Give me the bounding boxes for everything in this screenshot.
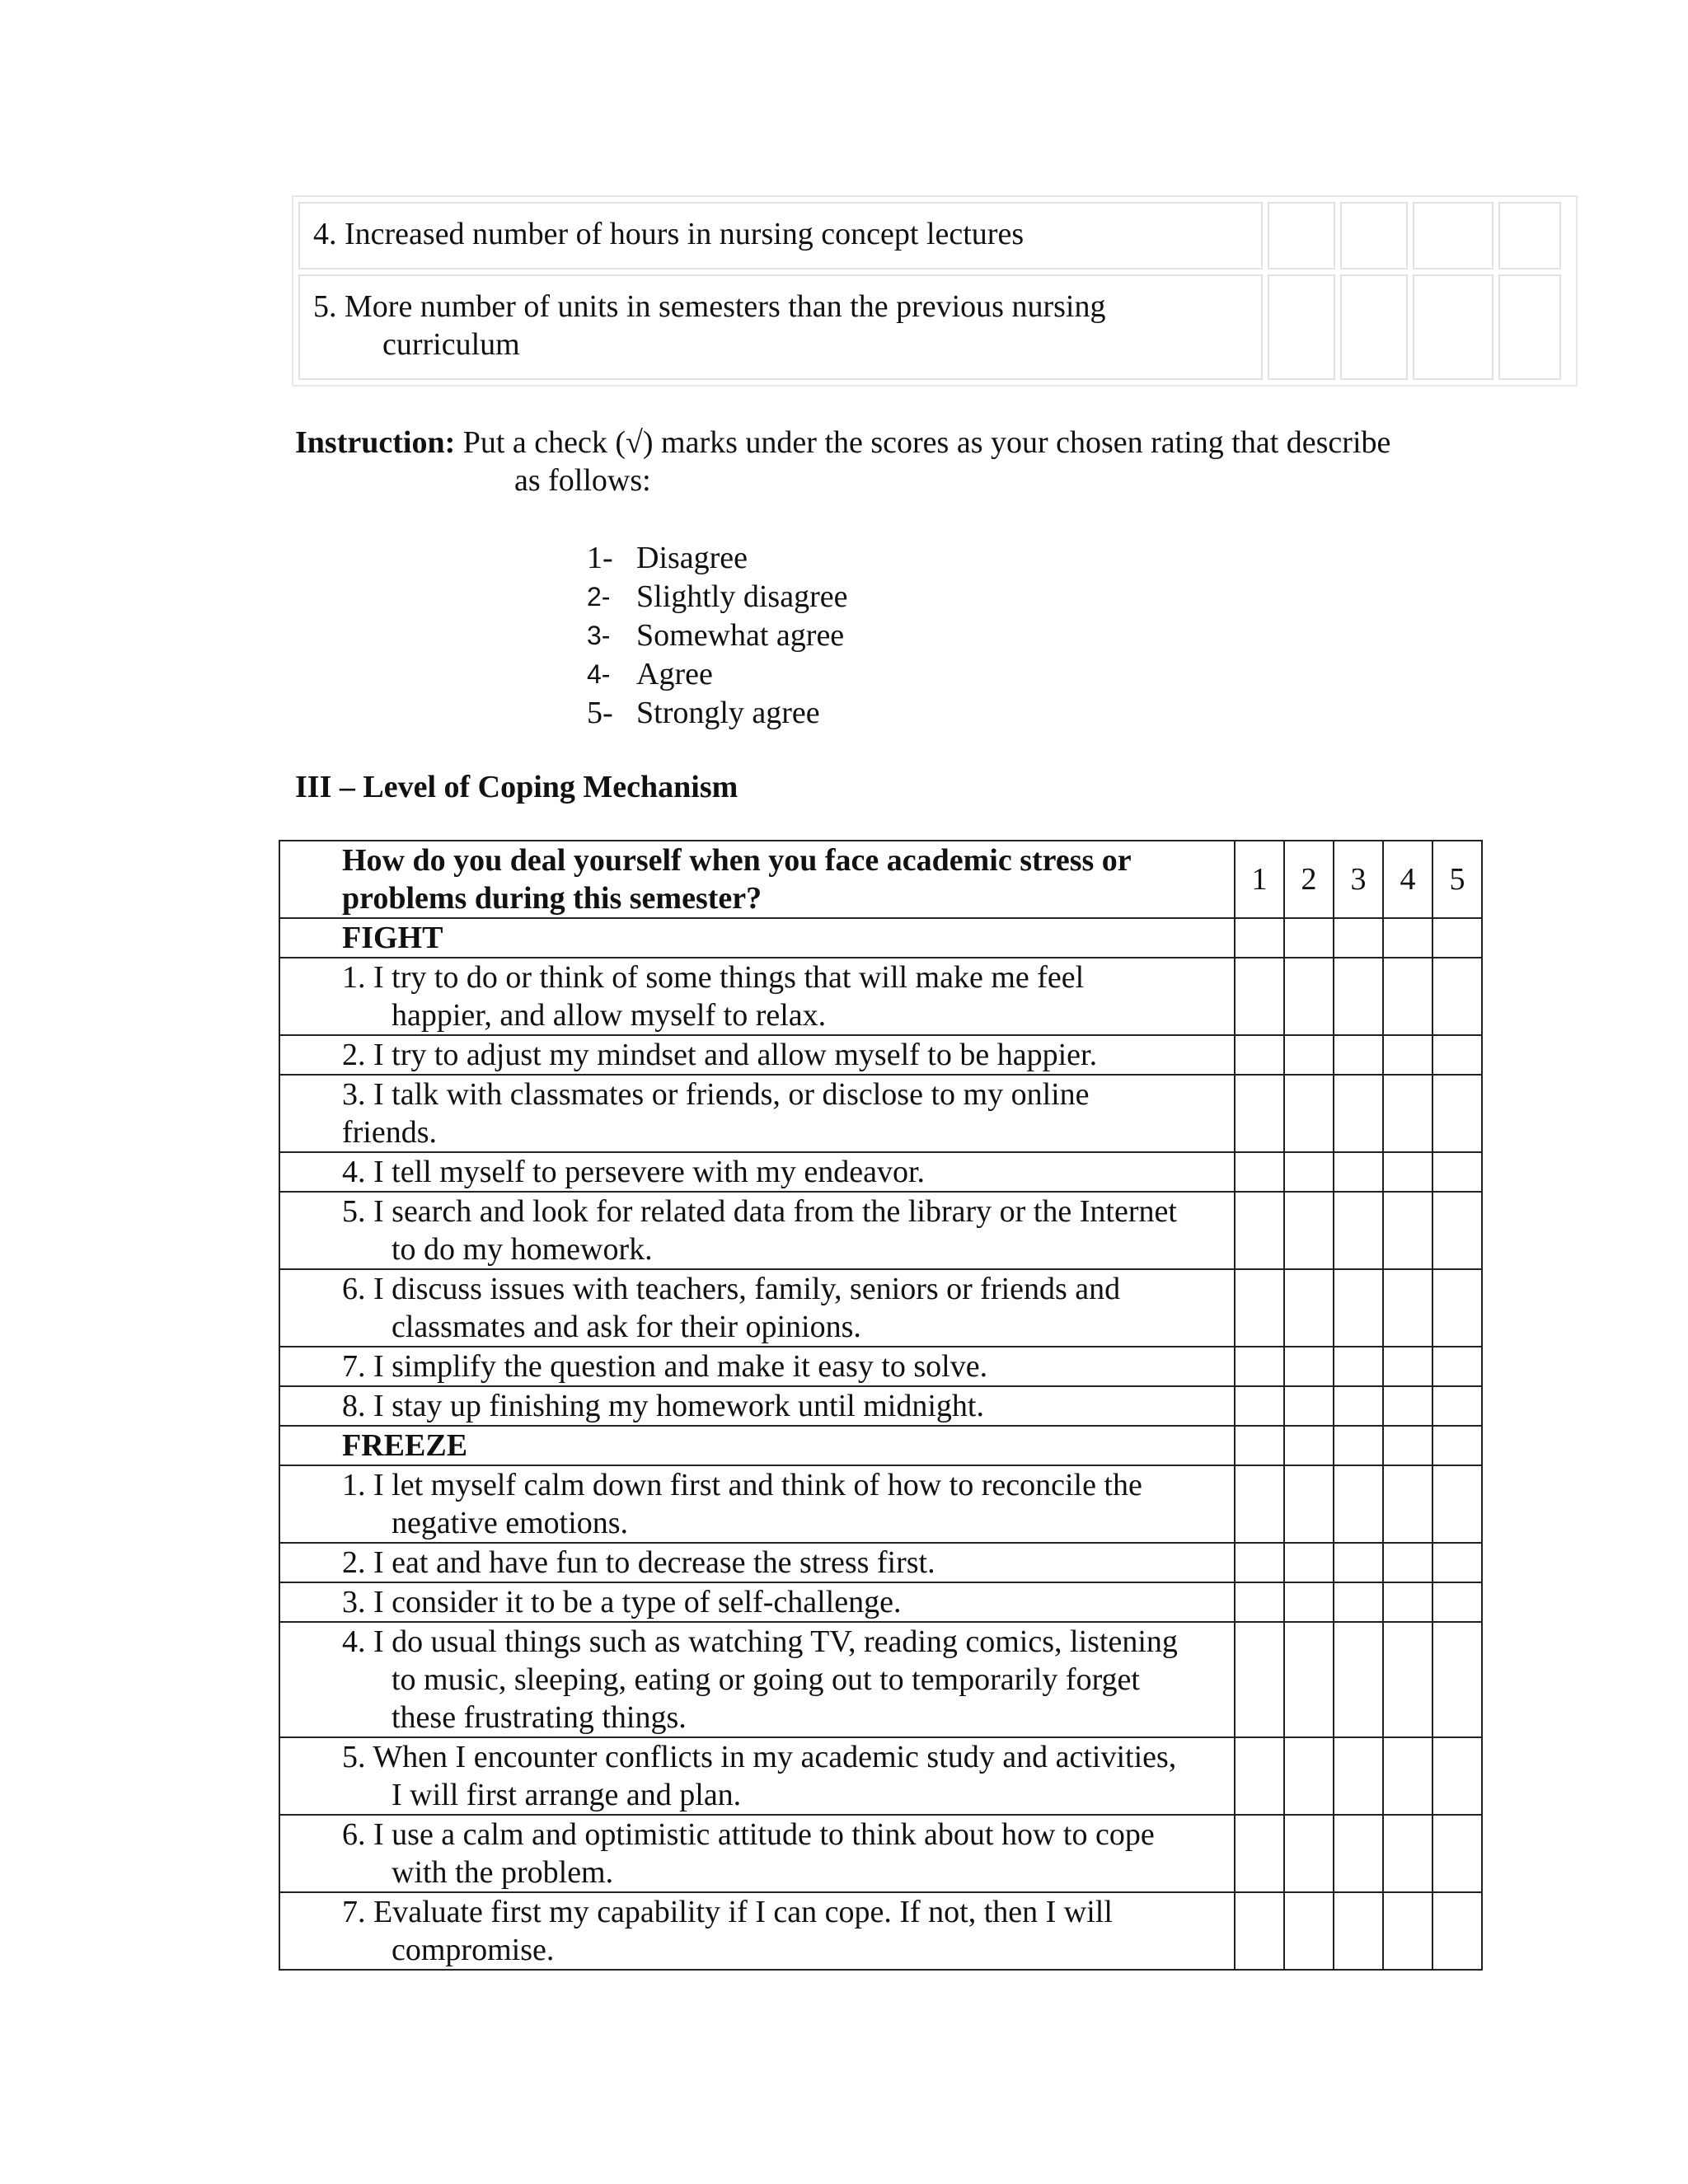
question-text-continuation: friends. (342, 1115, 438, 1150)
rating-cell[interactable] (1334, 958, 1383, 1035)
question-text: 7. Evaluate first my capability if I can cope. If not, then I will (342, 1895, 1113, 1929)
rating-cell[interactable] (1235, 1543, 1284, 1582)
rating-cell[interactable] (1334, 1075, 1383, 1152)
rating-cell[interactable] (1284, 1815, 1334, 1892)
question-cell (279, 1543, 1235, 1582)
question-text-continuation: happier, and allow myself to relax. (392, 998, 827, 1033)
scale-number: 3- (587, 621, 611, 650)
question-cell (279, 1815, 1235, 1892)
rating-cell[interactable] (1498, 202, 1561, 269)
rating-cell[interactable] (1432, 1386, 1482, 1426)
table-row (279, 1465, 1482, 1543)
rating-cell[interactable] (1334, 1892, 1383, 1970)
rating-cell[interactable] (1334, 1622, 1383, 1737)
table-header-row (279, 841, 1482, 918)
rating-cell[interactable] (1284, 1192, 1334, 1269)
rating-cell[interactable] (1432, 1465, 1482, 1543)
rating-cell[interactable] (1235, 1152, 1284, 1192)
rating-cell[interactable] (1235, 1622, 1284, 1737)
rating-cell[interactable] (1383, 1815, 1432, 1892)
instruction-text: Put a check (√) marks under the scores as your chosen rating that describe (462, 425, 1391, 460)
question-text-continuation: to music, sleeping, eating or going out to temporarily forget (392, 1662, 1140, 1697)
item-label-continuation: curriculum (382, 327, 520, 362)
scale-item (587, 539, 847, 578)
rating-cell[interactable] (1334, 1582, 1383, 1622)
rating-cell[interactable] (1383, 1465, 1432, 1543)
rating-cell[interactable] (1268, 274, 1335, 380)
rating-cell[interactable] (1383, 1622, 1432, 1737)
table-row (279, 1386, 1482, 1426)
header-line: How do you deal yourself when you face academic stress or (342, 843, 1132, 878)
rating-cell[interactable] (1498, 274, 1561, 380)
rating-cell[interactable] (1432, 958, 1482, 1035)
rating-cell[interactable] (1284, 1737, 1334, 1815)
item-text (298, 274, 1263, 380)
rating-cell[interactable] (1334, 1465, 1383, 1543)
rating-cell[interactable] (1334, 1269, 1383, 1347)
question-text: 8. I stay up finishing my homework until midnight. (342, 1389, 984, 1423)
score-header: 5 (1432, 841, 1482, 918)
rating-cell[interactable] (1413, 202, 1493, 269)
rating-cell[interactable] (1383, 1152, 1432, 1192)
rating-cell (1383, 918, 1432, 958)
question-cell (279, 1465, 1235, 1543)
item-number: 4. (313, 217, 337, 251)
question-cell (279, 1152, 1235, 1192)
rating-cell[interactable] (1340, 274, 1408, 380)
instruction (295, 424, 1531, 499)
rating-scale-legend (587, 539, 847, 733)
rating-cell (1432, 1426, 1482, 1465)
scale-item (587, 655, 847, 694)
score-header: 4 (1383, 841, 1432, 918)
rating-cell (1235, 918, 1284, 958)
table-row (279, 1347, 1482, 1386)
rating-cell[interactable] (1235, 1347, 1284, 1386)
scale-label: Agree (636, 657, 713, 691)
table-row (298, 274, 1571, 380)
table-row (279, 1075, 1482, 1152)
rating-cell[interactable] (1334, 1347, 1383, 1386)
table-row (279, 1582, 1482, 1622)
rating-cell[interactable] (1235, 1386, 1284, 1426)
rating-cell[interactable] (1432, 1737, 1482, 1815)
instruction-text-continuation: as follows: (514, 463, 651, 498)
question-text: 6. I discuss issues with teachers, family, seniors or friends and (342, 1272, 1121, 1306)
question-cell (279, 958, 1235, 1035)
rating-cell[interactable] (1383, 1192, 1432, 1269)
rating-cell[interactable] (1432, 1269, 1482, 1347)
rating-cell[interactable] (1268, 202, 1335, 269)
rating-cell[interactable] (1235, 1737, 1284, 1815)
rating-cell[interactable] (1383, 1543, 1432, 1582)
scale-number: 2- (587, 582, 611, 612)
score-header: 3 (1334, 841, 1383, 918)
rating-cell[interactable] (1432, 1035, 1482, 1075)
rating-cell[interactable] (1284, 1152, 1334, 1192)
category-label: FIGHT (279, 918, 1235, 958)
category-label: FREEZE (279, 1426, 1235, 1465)
rating-cell[interactable] (1334, 1543, 1383, 1582)
rating-cell[interactable] (1235, 1035, 1284, 1075)
question-header (279, 841, 1235, 918)
rating-cell (1334, 1426, 1383, 1465)
coping-mechanism-table (279, 840, 1483, 1971)
scale-item (587, 578, 847, 616)
question-text: 5. When I encounter conflicts in my academic study and activities, (342, 1740, 1177, 1774)
rating-cell[interactable] (1383, 1892, 1432, 1970)
scale-number: 1- (587, 541, 613, 575)
table-row (279, 1543, 1482, 1582)
scale-item (587, 616, 847, 655)
question-text: 7. I simplify the question and make it easy to solve. (342, 1349, 988, 1384)
rating-cell[interactable] (1284, 1892, 1334, 1970)
question-text-continuation: classmates and ask for their opinions. (392, 1310, 861, 1344)
rating-cell[interactable] (1383, 1386, 1432, 1426)
question-cell (279, 1347, 1235, 1386)
scale-label: Slightly disagree (636, 579, 848, 614)
instruction-label: Instruction: (295, 425, 456, 460)
rating-cell[interactable] (1432, 1582, 1482, 1622)
question-text: 1. I try to do or think of some things that will make me feel (342, 960, 1085, 995)
item-label: Increased number of hours in nursing concept lectures (345, 217, 1025, 251)
question-text-continuation: to do my homework. (392, 1232, 653, 1267)
rating-cell[interactable] (1284, 958, 1334, 1035)
question-cell (279, 1892, 1235, 1970)
rating-cell[interactable] (1284, 1075, 1334, 1152)
rating-cell[interactable] (1235, 1075, 1284, 1152)
rating-cell[interactable] (1383, 1035, 1432, 1075)
question-text: 2. I try to adjust my mindset and allow myself to be happier. (342, 1038, 1098, 1072)
rating-cell[interactable] (1235, 1192, 1284, 1269)
table-row (279, 1815, 1482, 1892)
rating-cell (1334, 918, 1383, 958)
rating-cell[interactable] (1284, 1622, 1334, 1737)
rating-cell[interactable] (1432, 1192, 1482, 1269)
table-row (279, 1192, 1482, 1269)
rating-cell[interactable] (1235, 1465, 1284, 1543)
rating-cell[interactable] (1284, 1347, 1334, 1386)
rating-cell[interactable] (1413, 274, 1493, 380)
rating-cell[interactable] (1432, 1815, 1482, 1892)
scale-label: Somewhat agree (636, 618, 845, 653)
rating-cell (1235, 1426, 1284, 1465)
question-text-continuation: negative emotions. (392, 1506, 629, 1540)
scale-number: 4- (587, 659, 611, 689)
question-cell (279, 1269, 1235, 1347)
scale-label: Disagree (636, 541, 748, 575)
scale-number: 5- (587, 696, 613, 730)
rating-cell (1284, 1426, 1334, 1465)
rating-cell[interactable] (1284, 1386, 1334, 1426)
rating-cell[interactable] (1432, 1622, 1482, 1737)
table-row (279, 1035, 1482, 1075)
question-text: 3. I talk with classmates or friends, or disclose to my online (342, 1077, 1090, 1112)
question-text-continuation: compromise. (392, 1933, 555, 1967)
question-cell (279, 1035, 1235, 1075)
rating-cell[interactable] (1432, 1347, 1482, 1386)
item-number: 5. (313, 289, 337, 324)
rating-cell (1432, 918, 1482, 958)
table-row (298, 202, 1571, 269)
question-cell (279, 1622, 1235, 1737)
question-cell (279, 1192, 1235, 1269)
table-row (279, 1622, 1482, 1737)
question-text-continuation: these frustrating things. (392, 1700, 687, 1735)
table-row (279, 1892, 1482, 1970)
table-row (279, 1737, 1482, 1815)
question-text-continuation: I will first arrange and plan. (392, 1778, 742, 1812)
scale-item (587, 694, 847, 733)
rating-cell[interactable] (1334, 1386, 1383, 1426)
previous-items-table (292, 195, 1578, 387)
scale-label: Strongly agree (636, 696, 820, 730)
rating-cell[interactable] (1334, 1737, 1383, 1815)
rating-cell[interactable] (1334, 1152, 1383, 1192)
rating-cell (1383, 1426, 1432, 1465)
rating-cell[interactable] (1235, 1269, 1284, 1347)
category-row-freeze (279, 1426, 1482, 1465)
rating-cell[interactable] (1334, 1815, 1383, 1892)
score-header: 2 (1284, 841, 1334, 918)
rating-cell[interactable] (1432, 1075, 1482, 1152)
rating-cell[interactable] (1235, 1892, 1284, 1970)
category-row-fight (279, 918, 1482, 958)
rating-cell[interactable] (1284, 1035, 1334, 1075)
section-title: III – Level of Coping Mechanism (295, 770, 738, 804)
question-text: 6. I use a calm and optimistic attitude to think about how to cope (342, 1817, 1155, 1852)
rating-cell[interactable] (1334, 1035, 1383, 1075)
rating-cell[interactable] (1432, 1152, 1482, 1192)
table-row (279, 958, 1482, 1035)
rating-cell[interactable] (1235, 958, 1284, 1035)
question-cell (279, 1582, 1235, 1622)
table-row (279, 1269, 1482, 1347)
rating-cell[interactable] (1383, 1737, 1432, 1815)
question-text: 1. I let myself calm down first and think of how to reconcile the (342, 1468, 1142, 1502)
rating-cell[interactable] (1432, 1543, 1482, 1582)
question-cell (279, 1737, 1235, 1815)
rating-cell[interactable] (1383, 1075, 1432, 1152)
rating-cell[interactable] (1383, 1347, 1432, 1386)
rating-cell[interactable] (1334, 1192, 1383, 1269)
rating-cell[interactable] (1284, 1269, 1334, 1347)
rating-cell[interactable] (1432, 1892, 1482, 1970)
rating-cell[interactable] (1383, 1269, 1432, 1347)
score-header: 1 (1235, 841, 1284, 918)
question-text: 4. I tell myself to persevere with my endeavor. (342, 1155, 926, 1189)
rating-cell[interactable] (1235, 1582, 1284, 1622)
table-row (279, 1152, 1482, 1192)
item-label: More number of units in semesters than the previous nursing (345, 289, 1106, 324)
rating-cell[interactable] (1383, 1582, 1432, 1622)
rating-cell[interactable] (1284, 1582, 1334, 1622)
question-text: 2. I eat and have fun to decrease the stress first. (342, 1545, 935, 1580)
item-text (298, 202, 1263, 269)
rating-cell[interactable] (1284, 1543, 1334, 1582)
rating-cell[interactable] (1340, 202, 1408, 269)
question-cell (279, 1386, 1235, 1426)
question-text: 3. I consider it to be a type of self-challenge. (342, 1585, 902, 1619)
question-text-continuation: with the problem. (392, 1855, 614, 1890)
question-text: 4. I do usual things such as watching TV, reading comics, listening (342, 1624, 1178, 1659)
rating-cell (1284, 918, 1334, 958)
rating-cell[interactable] (1383, 958, 1432, 1035)
rating-cell[interactable] (1284, 1465, 1334, 1543)
question-cell (279, 1075, 1235, 1152)
header-line: problems during this semester? (342, 881, 762, 916)
rating-cell[interactable] (1235, 1815, 1284, 1892)
question-text: 5. I search and look for related data from the library or the Internet (342, 1194, 1177, 1229)
